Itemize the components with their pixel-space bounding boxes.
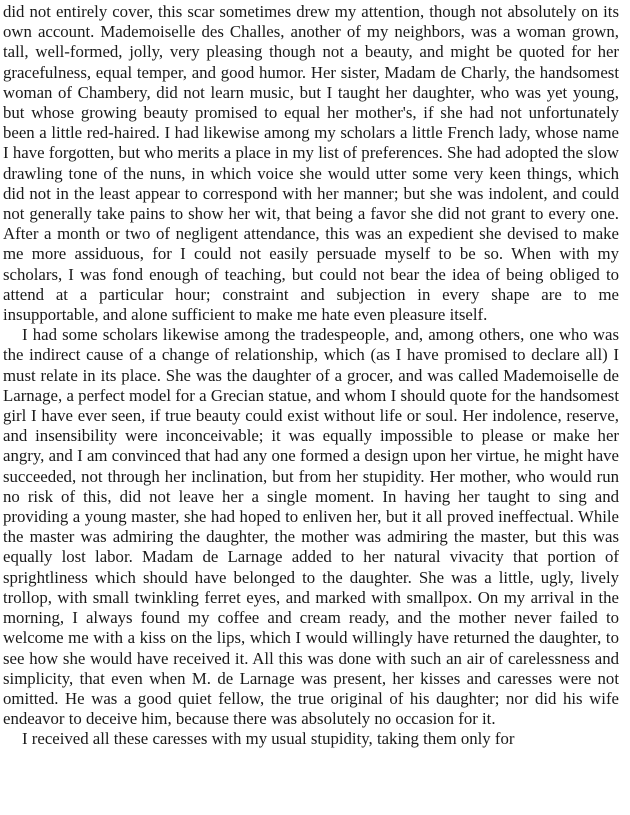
paragraph: I had some scholars likewise among the tradespeople, and, among others, one who was the indirect cause of a change of relationship, which (as I have promised to declare all) I must relate in its place. She was the daughter of a grocer, and was called Mademoiselle de Larnage, a perfect model for a Grecian statue, and whom I should quote for the handsomest girl I have ever seen, if true beauty could exist without life or soul. Her indolence, reserve, and insensibility were inconceivable; it was equally impossible to please or make her angry, and I am convinced that had any one formed a design upon her virtue, he might have succeeded, not through her inclination, but from her stupidity. Her mother, who would run no risk of this, did not leave her a single moment. In having her taught to sing and providing a young master, she had hoped to enliven her, but it all proved ineffectual. While the master was admiring the daughter, the mother was admiring the master, but this was equally lost labor. Madam de Larnage added to her natural vivacity that portion of sprightliness which should have belonged to the daughter. She was a little, ugly, lively trollop, with small twinkling ferret eyes, and marked with smallpox. On my arrival in the morning, I always found my coffee and cream ready, and the mother never failed to welcome me with a kiss on the lips, which I would willingly have returned the daughter, to see how she would have received it. All this was done with such an air of carelessness and simplicity, that even when M. de Larnage was present, her kisses and caresses were not omitted. He was a good quiet fellow, the true original of his daughter; nor did his wife endeavor to deceive him, because there was absolutely no occasion for it. <box>3 325 619 729</box>
paragraph: I received all these caresses with my usual stupidity, taking them only for <box>22 729 515 749</box>
paragraph-continued: did not entirely cover, this scar sometimes drew my attention, though not absolutely on its own account. Mademoiselle des Challes, another of my neighbors, was a woman grown, tall, well-formed, jolly, very pleasing though not a beauty, and might be quoted for her gracefulness, equal temper, and good humor. Her sister, Madam de Charly, the handsomest woman of Chambery, did not learn music, but I taught her daughter, who was yet young, but whose growing beauty promised to equal her mother's, if she had not unfortunately been a little red-haired. I had likewise among my scholars a little French lady, whose name I have forgotten, but who merits a place in my list of preferences. She had adopted the slow drawling tone of the nuns, in which voice she would utter some very keen things, which did not in the least appear to correspond with her manner; but she was indolent, and could not generally take pains to show her wit, that being a favor she did not grant to every one. After a month or two of negligent attendance, this was an expedient she devised to make me more assiduous, for I could not easily persuade myself to be so. When with my scholars, I was fond enough of teaching, but could not bear the idea of being obliged to attend at a particular hour; constraint and subjection in every shape are to me insupportable, and alone sufficient to make me hate even pleasure itself. <box>3 2 619 325</box>
body-text <box>3 2 619 750</box>
